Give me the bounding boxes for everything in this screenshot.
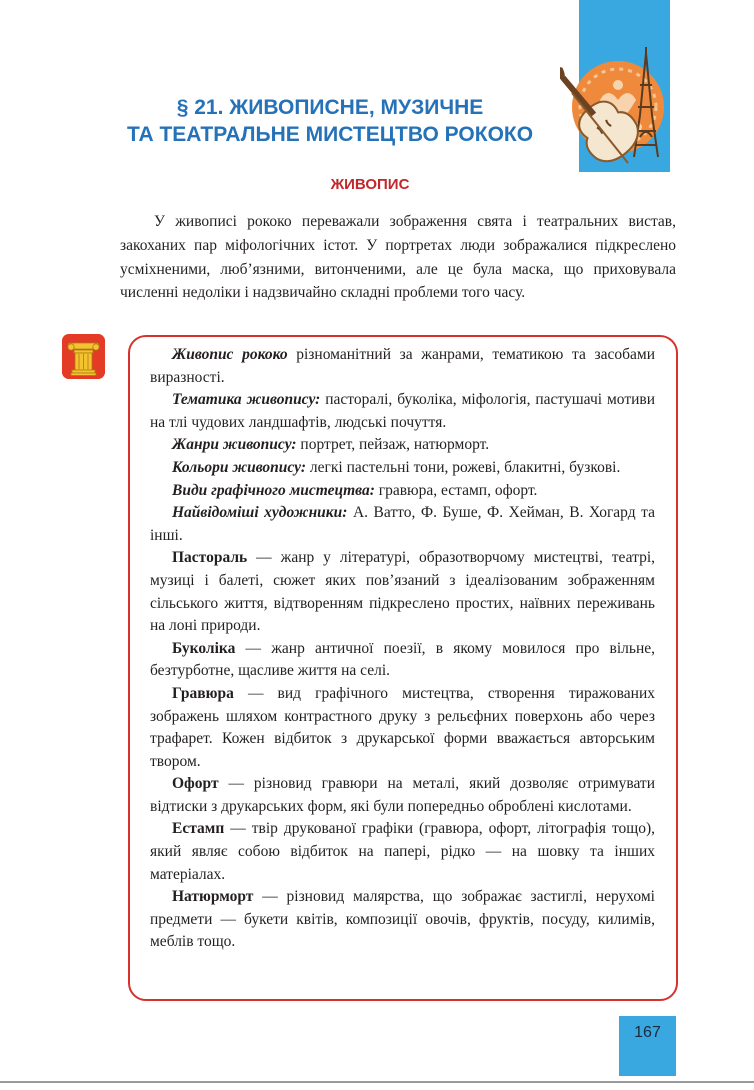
definition-term: Живопис рококо (172, 346, 288, 363)
definition-item (150, 773, 655, 818)
definition-text: — жанр античної поезії, в якому мовилося про вільне, безтурботне, щасливе життя на селі. (150, 639, 655, 680)
page-number: 167 (634, 1024, 661, 1041)
definition-text: портрет, пейзаж, натюрморт. (296, 436, 490, 454)
definition-text: — вид графічного мистецтва, створення тиражованих зображень шляхом контрастного друку з рельєфних поверхонь або через трафарет. Кожен відбиток з друкарської форми вважається авторським твором. (150, 684, 655, 770)
definition-item (150, 683, 655, 773)
definition-item (150, 502, 655, 547)
intro-paragraph: У живописі рококо переважали зображення свята і театральних вистав, закоханих пар міфологічних істот. У портретах люди зображалися підкреслено усміхненими, люб’язними, витонченими, але це була маска, що приховувала численні недоліки і надзвичайно складні проблеми того часу. (120, 213, 676, 302)
violin-eiffel-tower-icon (560, 45, 680, 170)
definition-term: Кольори живопису: (172, 458, 307, 476)
definition-term: Гравюра (172, 684, 234, 702)
definition-item (150, 389, 655, 434)
definition-item (150, 480, 655, 503)
page-title-line-1: § 21. ЖИВОПИСНЕ, МУЗИЧНЕ (176, 96, 484, 119)
definition-text: — жанр у літературі, образотворчому мистецтві, театрі, музиці і балеті, сюжет яких пов’язаний з ідеалізованим зображенням сільського життя, відтворенням підкреслено простих, наївних переживань на лоні природи. (150, 549, 655, 635)
intro-text (120, 210, 676, 305)
definition-term: Найвідоміші художники: (172, 504, 348, 522)
definitions-list (150, 344, 655, 954)
definition-text: пасторалі, буколіка, міфологія, пастушачі мотиви на тлі чудових ландшафтів, людські почуття. (150, 391, 656, 431)
section-heading: ЖИВОПИС (330, 176, 410, 193)
definition-text: гравюра, естамп, офорт. (374, 481, 538, 499)
definition-item (150, 638, 655, 683)
definition-term: Буколіка (172, 639, 236, 657)
definition-term: Пастораль (172, 549, 248, 567)
definition-text: — твір друкованої графіки (гравюра, офорт, літографія тощо), який являє собою відбиток на папері, рідко — на шовку та інших матеріалах. (150, 820, 655, 883)
definition-term: Натюрморт (172, 888, 254, 906)
definition-text: — різновид гравюри на металі, який дозволяє отримувати відтиски з друкарських форм, які були попередньо оброблені кислотами. (150, 775, 655, 815)
page-title (90, 94, 570, 148)
definition-text: — різновид малярства, що зображає застиглі, нерухомі предмети — букети квітів, композиції овочів, фруктів, посуду, килимів, меблів тощо. (150, 888, 655, 951)
definition-text: різноманітний за жанрами, тематикою та засобами виразності. (150, 346, 655, 386)
greek-column-icon (62, 334, 105, 379)
definition-item (150, 434, 655, 457)
definition-term: Естамп (172, 820, 225, 838)
definition-item (150, 344, 655, 389)
definition-item (150, 547, 655, 637)
definition-item (150, 818, 655, 886)
definition-item (150, 886, 655, 954)
definition-term: Офорт (172, 775, 219, 793)
definition-term: Види графічного мистецтва: (172, 481, 375, 499)
page-title-line-2: ТА ТЕАТРАЛЬНЕ МИСТЕЦТВО РОКОКО (126, 123, 534, 146)
definition-term: Тематика живопису: (172, 391, 321, 409)
definition-text: А. Ватто, Ф. Буше, Ф. Хейман, В. Хогард та інші. (150, 504, 655, 544)
bottom-divider (0, 1081, 754, 1083)
definition-term: Жанри живопису: (172, 436, 297, 454)
definition-item (150, 457, 655, 480)
definition-text: легкі пастельні тони, рожеві, блакитні, бузкові. (306, 458, 621, 476)
